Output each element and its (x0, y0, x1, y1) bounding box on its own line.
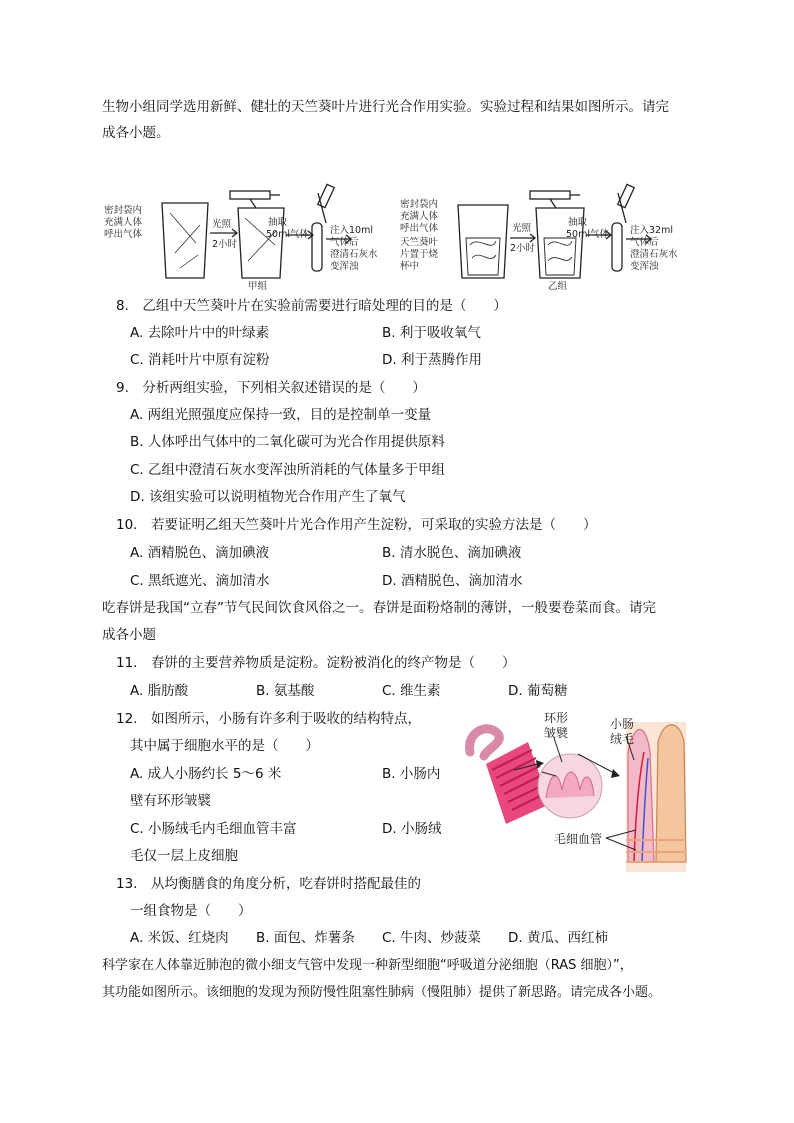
question-8-option-a[interactable]: A. 去除叶片中的叶绿素 (130, 325, 270, 341)
result-2-label-3: 澄清石灰水 (630, 249, 678, 260)
passage-3-line-2: 其功能如图所示。该细胞的发现为预防慢性阻塞性肺病（慢阻肺）提供了新思路。请完成各小题。 (102, 985, 662, 1000)
bag-1-label-2: 充满人体 (104, 217, 143, 228)
result-2-label-1: 注入32ml (630, 225, 673, 236)
draw-1-label-1: 抽取 (268, 217, 288, 228)
arrow-2-label-1: 光照 (512, 223, 532, 234)
question-11-option-b[interactable]: B. 氨基酸 (256, 683, 315, 699)
question-9-option-a[interactable]: A. 两组光照强度应保持一致，目的是控制单一变量 (130, 407, 432, 423)
syringe-2 (530, 191, 570, 199)
question-10-stem: 10. 若要证明乙组天竺葵叶片光合作用产生淀粉，可采取的实验方法是（ ） (116, 517, 597, 533)
question-12-options-row-1 (0, 764, 460, 784)
arrow-2-label-2: 2小时 (510, 243, 536, 254)
result-1-label-3: 澄清石灰水 (330, 249, 378, 260)
test-tube-1 (312, 223, 322, 271)
bag-3 (458, 205, 508, 278)
passage-1-line-1: 生物小组同学选用新鲜、健壮的天竺葵叶片进行光合作用实验。实验过程和结果如图所示。请完 (102, 99, 669, 115)
passage-2-line-2: 成各小题 (102, 627, 156, 643)
result-2-label-2: 气体后 (630, 237, 659, 248)
fold-label-2: 皱襞 (544, 726, 569, 740)
arrow-1-label-2: 2小时 (212, 239, 238, 250)
bag-2-label-2: 充满人体 (400, 211, 439, 222)
villus-label-1: 小肠 (610, 717, 635, 731)
question-12-option-d-part-1[interactable]: D. 小肠绒 (382, 821, 442, 837)
question-13-option-c[interactable]: C. 牛肉、炒菠菜 (382, 930, 482, 946)
question-13-stem-line-1: 13. 从均衡膳食的角度分析，吃春饼时搭配最佳的 (116, 876, 421, 892)
question-13-stem-line-2: 一组食物是（ ） (130, 903, 252, 919)
question-11-option-c[interactable]: C. 维生素 (382, 683, 441, 699)
question-8-option-b[interactable]: B. 利于吸收氧气 (382, 325, 481, 341)
bag-2-label-1: 密封袋内 (400, 199, 439, 210)
bag-1-label-1: 密封袋内 (104, 205, 143, 216)
question-10-option-a[interactable]: A. 酒精脱色、滴加碘液 (130, 545, 270, 561)
question-10-option-d[interactable]: D. 酒精脱色、滴加清水 (382, 573, 523, 589)
question-11-option-d[interactable]: D. 葡萄糖 (508, 683, 568, 699)
group-1-name: 甲组 (248, 281, 268, 292)
question-11-options-row (0, 681, 794, 701)
question-9-option-b[interactable]: B. 人体呼出气体中的二氧化碳可为光合作用提供原料 (130, 434, 445, 450)
question-12-option-b-part-1[interactable]: B. 小肠内 (382, 766, 441, 782)
question-8-options-row-2 (0, 350, 794, 370)
question-12-stem-line-2: 其中属于细胞水平的是（ ） (130, 738, 319, 754)
result-2-label-4: 变浑浊 (630, 261, 659, 272)
result-1-label-2: 气体后 (330, 237, 359, 248)
question-11-stem: 11. 春饼的主要营养物质是淀粉。淀粉被消化的终产物是（ ） (116, 655, 516, 671)
intestine-tube (470, 729, 500, 756)
question-12-option-c[interactable]: C. 小肠绒毛内毛细血管丰富 (130, 821, 297, 837)
villus-label-2: 绒毛 (610, 732, 635, 746)
photosynthesis-experiment-figure (100, 183, 700, 293)
result-1-label-1: 注入10ml (330, 225, 373, 236)
fold-label-1: 环形 (544, 712, 569, 725)
result-1-label-4: 变浑浊 (330, 261, 359, 272)
question-9-option-c[interactable]: C. 乙组中澄清石灰水变浑浊所消耗的气体量多于甲组 (130, 462, 446, 478)
bag-1 (162, 203, 208, 278)
question-10-option-b[interactable]: B. 清水脱色、滴加碘液 (382, 545, 522, 561)
question-12-stem-line-1: 12. 如图所示，小肠有许多利于吸收的结构特点， (116, 711, 421, 727)
capillary-label: 毛细血管 (554, 832, 603, 846)
question-8-options-row-1 (0, 323, 794, 343)
question-13-option-b[interactable]: B. 面包、炸薯条 (256, 930, 355, 946)
passage-2-line-1: 吃春饼是我国“立春”节气民间饮食风俗之一。春饼是面粉烙制的薄饼，一般要卷菜而食。请完 (102, 600, 656, 616)
question-8-option-c[interactable]: C. 消耗叶片中原有淀粉 (130, 352, 270, 368)
question-12-options-row-2 (0, 819, 460, 839)
question-9-option-d[interactable]: D. 该组实验可以说明植物光合作用产生了氧气 (130, 489, 406, 505)
test-tube-2 (612, 223, 622, 271)
arrow-1-label-1: 光照 (212, 219, 232, 230)
question-13-option-a[interactable]: A. 米饭、红烧肉 (130, 930, 229, 946)
passage-3-line-1: 科学家在人体靠近肺泡的微小细支气管中发现一种新型细胞“呼吸道分泌细胞（RAS 细胞）”， (102, 958, 633, 973)
question-8-stem: 8. 乙组中天竺葵叶片在实验前需要进行暗处理的目的是（ ） (116, 298, 507, 314)
question-10-option-c[interactable]: C. 黑纸遮光、滴加清水 (130, 573, 270, 589)
question-8-option-d[interactable]: D. 利于蒸腾作用 (382, 352, 482, 368)
question-12-option-b-part-2[interactable]: 壁有环形皱襞 (130, 793, 211, 809)
question-12-option-d-part-2[interactable]: 毛仅一层上皮细胞 (130, 848, 238, 864)
passage-1-line-2: 成各小题。 (102, 125, 170, 141)
draw-2-label-2: 50ml气体 (566, 229, 609, 240)
small-intestine-figure (458, 712, 694, 872)
bag-2-label-5: 片置于烧 (400, 249, 439, 260)
question-12-option-a[interactable]: A. 成人小肠约长 5～6 米 (130, 766, 282, 782)
question-13-options-row (0, 928, 794, 948)
bag-2-label-3: 呼出气体 (400, 223, 439, 234)
question-9-stem: 9. 分析两组实验，下列相关叙述错误的是（ ） (116, 380, 426, 396)
group-2-name: 乙组 (548, 281, 568, 292)
question-13-option-d[interactable]: D. 黄瓜、西红柿 (508, 930, 608, 946)
syringe-1 (230, 191, 270, 199)
draw-2-label-1: 抽取 (568, 217, 588, 228)
bag-2-label-4: 天竺葵叶 (400, 237, 439, 248)
question-10-options-row-2 (0, 571, 794, 591)
question-10-options-row-1 (0, 543, 794, 563)
question-11-option-a[interactable]: A. 脂肪酸 (130, 683, 189, 699)
bag-2-label-6: 杯中 (400, 261, 420, 272)
draw-1-label-2: 50ml气体 (266, 229, 309, 240)
bag-1-label-3: 呼出气体 (104, 229, 143, 240)
